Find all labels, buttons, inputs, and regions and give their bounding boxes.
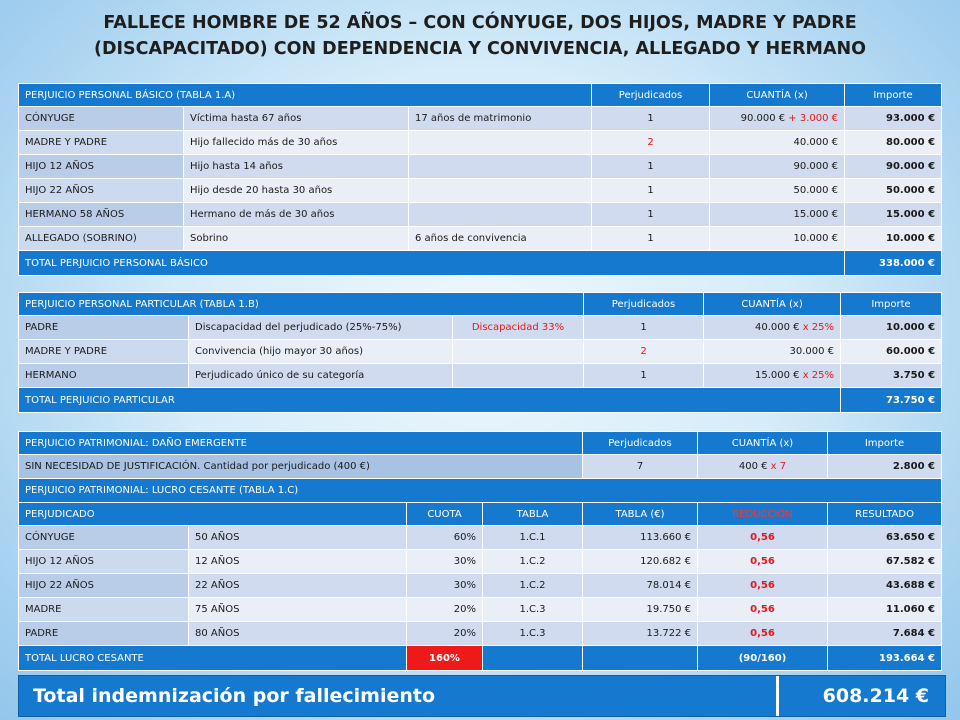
- row-cuota: 20%: [407, 598, 483, 622]
- row-extra: [453, 340, 584, 364]
- row-age: 75 AÑOS: [189, 598, 407, 622]
- lucro-total-resultado: 193.664 €: [828, 646, 942, 671]
- row-label: PADRE: [19, 316, 189, 340]
- particular-header-title: PERJUICIO PERSONAL PARTICULAR (TABLA 1.B): [19, 293, 584, 316]
- cuantia-bonus: + 3.000 €: [785, 113, 839, 124]
- lucro-total-label: TOTAL LUCRO CESANTE: [19, 646, 407, 671]
- particular-damage-table: [18, 292, 942, 413]
- page-title: [40, 10, 920, 62]
- table-row: [19, 131, 942, 155]
- row-tabla-eur: 13.722 €: [583, 622, 698, 646]
- row-description: Discapacidad del perjudicado (25%-75%): [189, 316, 453, 340]
- row-amount: 3.750 €: [841, 364, 942, 388]
- basic-header-cuantia: CUANTÍA (x): [710, 84, 845, 107]
- basic-damage-table: [18, 83, 942, 276]
- row-extra: Discapacidad 33%: [453, 316, 584, 340]
- row-resultado: 67.582 €: [828, 550, 942, 574]
- table-row: [19, 107, 942, 131]
- title-line-2: (DISCAPACITADO) CON DEPENDENCIA Y CONVIVENCIA, ALLEGADO Y HERMANO: [93, 39, 867, 59]
- basic-header-title: PERJUICIO PERSONAL BÁSICO (TABLA 1.A): [19, 84, 592, 107]
- row-age: 22 AÑOS: [189, 574, 407, 598]
- row-tabla-eur: 19.750 €: [583, 598, 698, 622]
- row-tabla: 1.C.3: [483, 598, 583, 622]
- lucro-total-row: [19, 646, 942, 671]
- lucro-header-perjudicado: PERJUDICADO: [19, 503, 407, 526]
- row-extra: [409, 155, 592, 179]
- patrimonial-header-cuantia: CUANTÍA (x): [698, 432, 828, 455]
- lucro-title-row: [19, 479, 942, 503]
- cuantia-base: 400 €: [738, 461, 768, 472]
- row-extra: 6 años de convivencia: [409, 227, 592, 251]
- row-tabla-eur: 78.014 €: [583, 574, 698, 598]
- row-count: 1: [584, 316, 704, 340]
- row-cuantia: 40.000 €: [710, 131, 845, 155]
- row-amount: 50.000 €: [845, 179, 942, 203]
- table-row: [19, 550, 942, 574]
- row-cuantia: [704, 316, 841, 340]
- basic-total-label: TOTAL PERJUICIO PERSONAL BÁSICO: [19, 251, 845, 276]
- justification-row: [19, 455, 942, 479]
- basic-header-importe: Importe: [845, 84, 942, 107]
- row-tabla: 1.C.2: [483, 550, 583, 574]
- table-row: [19, 155, 942, 179]
- row-amount: 15.000 €: [845, 203, 942, 227]
- lucro-title: PERJUICIO PATRIMONIAL: LUCRO CESANTE (TABLA 1.C): [19, 479, 942, 503]
- row-age: 50 AÑOS: [189, 526, 407, 550]
- row-cuantia: [704, 364, 841, 388]
- row-amount: 10.000 €: [845, 227, 942, 251]
- row-count: 1: [592, 155, 710, 179]
- particular-header-importe: Importe: [841, 293, 942, 316]
- row-count: 2: [592, 131, 710, 155]
- particular-total-value: 73.750 €: [841, 388, 942, 413]
- row-cuantia: 10.000 €: [710, 227, 845, 251]
- row-extra: [409, 179, 592, 203]
- row-resultado: 7.684 €: [828, 622, 942, 646]
- justification-label: SIN NECESIDAD DE JUSTIFICACIÓN. Cantidad por perjudicado (400 €): [19, 455, 583, 479]
- row-description: Hijo desde 20 hasta 30 años: [184, 179, 409, 203]
- row-extra: [453, 364, 584, 388]
- patrimonial-damage-table: [18, 431, 942, 671]
- row-label: MADRE: [19, 598, 189, 622]
- row-reduccion: 0,56: [698, 526, 828, 550]
- row-count: 1: [592, 203, 710, 227]
- row-description: Sobrino: [184, 227, 409, 251]
- row-amount: 80.000 €: [845, 131, 942, 155]
- particular-total-label: TOTAL PERJUICIO PARTICULAR: [19, 388, 841, 413]
- row-extra: [409, 131, 592, 155]
- cuantia-multiplier: x 25%: [799, 370, 835, 381]
- row-description: Víctima hasta 67 años: [184, 107, 409, 131]
- lucro-header-reduccion: REDUCCIÓN: [698, 503, 828, 526]
- final-total-value: 608.214 €: [822, 685, 929, 707]
- cuantia-multiplier: x 25%: [799, 322, 835, 333]
- cuantia-multiplier: x 7: [767, 461, 787, 472]
- row-cuantia: 30.000 €: [704, 340, 841, 364]
- table-row: [19, 340, 942, 364]
- lucro-header-cuota: CUOTA: [407, 503, 483, 526]
- patrimonial-header-row: [19, 432, 942, 455]
- table-row: [19, 179, 942, 203]
- row-description: Perjudicado único de su categoría: [189, 364, 453, 388]
- basic-total-row: [19, 251, 942, 276]
- row-label: ALLEGADO (SOBRINO): [19, 227, 184, 251]
- row-cuota: 20%: [407, 622, 483, 646]
- row-label: HIJO 12 AÑOS: [19, 550, 189, 574]
- cuantia-base: 40.000 €: [754, 322, 800, 333]
- title-line-1: FALLECE HOMBRE DE 52 AÑOS – CON CÓNYUGE, DOS HIJOS, MADRE Y PADRE: [103, 13, 857, 33]
- row-amount: 90.000 €: [845, 155, 942, 179]
- row-cuota: 30%: [407, 574, 483, 598]
- table-row: [19, 622, 942, 646]
- patrimonial-header-perjudicados: Perjudicados: [583, 432, 698, 455]
- row-amount: 60.000 €: [841, 340, 942, 364]
- row-description: Hermano de más de 30 años: [184, 203, 409, 227]
- justification-count: 7: [583, 455, 698, 479]
- table-row: [19, 526, 942, 550]
- row-count: 1: [592, 227, 710, 251]
- row-amount: 93.000 €: [845, 107, 942, 131]
- row-reduccion: 0,56: [698, 598, 828, 622]
- row-amount: 10.000 €: [841, 316, 942, 340]
- row-tabla: 1.C.2: [483, 574, 583, 598]
- row-cuota: 60%: [407, 526, 483, 550]
- row-reduccion: 0,56: [698, 574, 828, 598]
- row-count: 1: [584, 364, 704, 388]
- row-description: Hijo hasta 14 años: [184, 155, 409, 179]
- table-row: [19, 227, 942, 251]
- row-count: 1: [592, 179, 710, 203]
- lucro-header-resultado: RESULTADO: [828, 503, 942, 526]
- row-cuota: 30%: [407, 550, 483, 574]
- row-tabla: 1.C.1: [483, 526, 583, 550]
- justification-cuantia: [698, 455, 828, 479]
- row-tabla-eur: 120.682 €: [583, 550, 698, 574]
- basic-total-value: 338.000 €: [845, 251, 942, 276]
- row-label: HIJO 12 AÑOS: [19, 155, 184, 179]
- row-reduccion: 0,56: [698, 622, 828, 646]
- final-total-bar: [18, 675, 946, 717]
- table-row: [19, 574, 942, 598]
- particular-header-cuantia: CUANTÍA (x): [704, 293, 841, 316]
- patrimonial-header-title: PERJUICIO PATRIMONIAL: DAÑO EMERGENTE: [19, 432, 583, 455]
- lucro-total-reduccion: (90/160): [698, 646, 828, 671]
- particular-header-perjudicados: Perjudicados: [584, 293, 704, 316]
- particular-header-row: [19, 293, 942, 316]
- justification-amount: 2.800 €: [828, 455, 942, 479]
- row-cuantia: 90.000 €: [710, 155, 845, 179]
- row-description: Hijo fallecido más de 30 años: [184, 131, 409, 155]
- table-row: [19, 316, 942, 340]
- row-label: HERMANO 58 AÑOS: [19, 203, 184, 227]
- row-cuantia: 50.000 €: [710, 179, 845, 203]
- table-row: [19, 203, 942, 227]
- row-reduccion: 0,56: [698, 550, 828, 574]
- row-tabla-eur: 113.660 €: [583, 526, 698, 550]
- table-row: [19, 364, 942, 388]
- row-resultado: 63.650 €: [828, 526, 942, 550]
- lucro-header-tabla-eur: TABLA (€): [583, 503, 698, 526]
- row-label: HIJO 22 AÑOS: [19, 574, 189, 598]
- row-cuantia: [710, 107, 845, 131]
- lucro-total-empty-2: [583, 646, 698, 671]
- lucro-header-tabla: TABLA: [483, 503, 583, 526]
- row-label: CÓNYUGE: [19, 107, 184, 131]
- basic-header-row: [19, 84, 942, 107]
- lucro-total-cuota: 160%: [407, 646, 483, 671]
- row-age: 12 AÑOS: [189, 550, 407, 574]
- patrimonial-header-importe: Importe: [828, 432, 942, 455]
- row-count: 1: [592, 107, 710, 131]
- row-label: MADRE Y PADRE: [19, 340, 189, 364]
- table-row: [19, 598, 942, 622]
- row-age: 80 AÑOS: [189, 622, 407, 646]
- row-label: MADRE Y PADRE: [19, 131, 184, 155]
- row-cuantia: 15.000 €: [710, 203, 845, 227]
- row-extra: [409, 203, 592, 227]
- row-label: PADRE: [19, 622, 189, 646]
- particular-total-row: [19, 388, 942, 413]
- row-extra: 17 años de matrimonio: [409, 107, 592, 131]
- row-resultado: 43.688 €: [828, 574, 942, 598]
- final-total-label: Total indemnización por fallecimiento: [19, 676, 779, 716]
- row-label: HIJO 22 AÑOS: [19, 179, 184, 203]
- lucro-total-empty-1: [483, 646, 583, 671]
- cuantia-base: 90.000 €: [740, 113, 786, 124]
- row-label: HERMANO: [19, 364, 189, 388]
- row-description: Convivencia (hijo mayor 30 años): [189, 340, 453, 364]
- cuantia-base: 15.000 €: [754, 370, 800, 381]
- row-resultado: 11.060 €: [828, 598, 942, 622]
- row-label: CÓNYUGE: [19, 526, 189, 550]
- row-count: 2: [584, 340, 704, 364]
- row-tabla: 1.C.3: [483, 622, 583, 646]
- lucro-header-row: [19, 503, 942, 526]
- basic-header-perjudicados: Perjudicados: [592, 84, 710, 107]
